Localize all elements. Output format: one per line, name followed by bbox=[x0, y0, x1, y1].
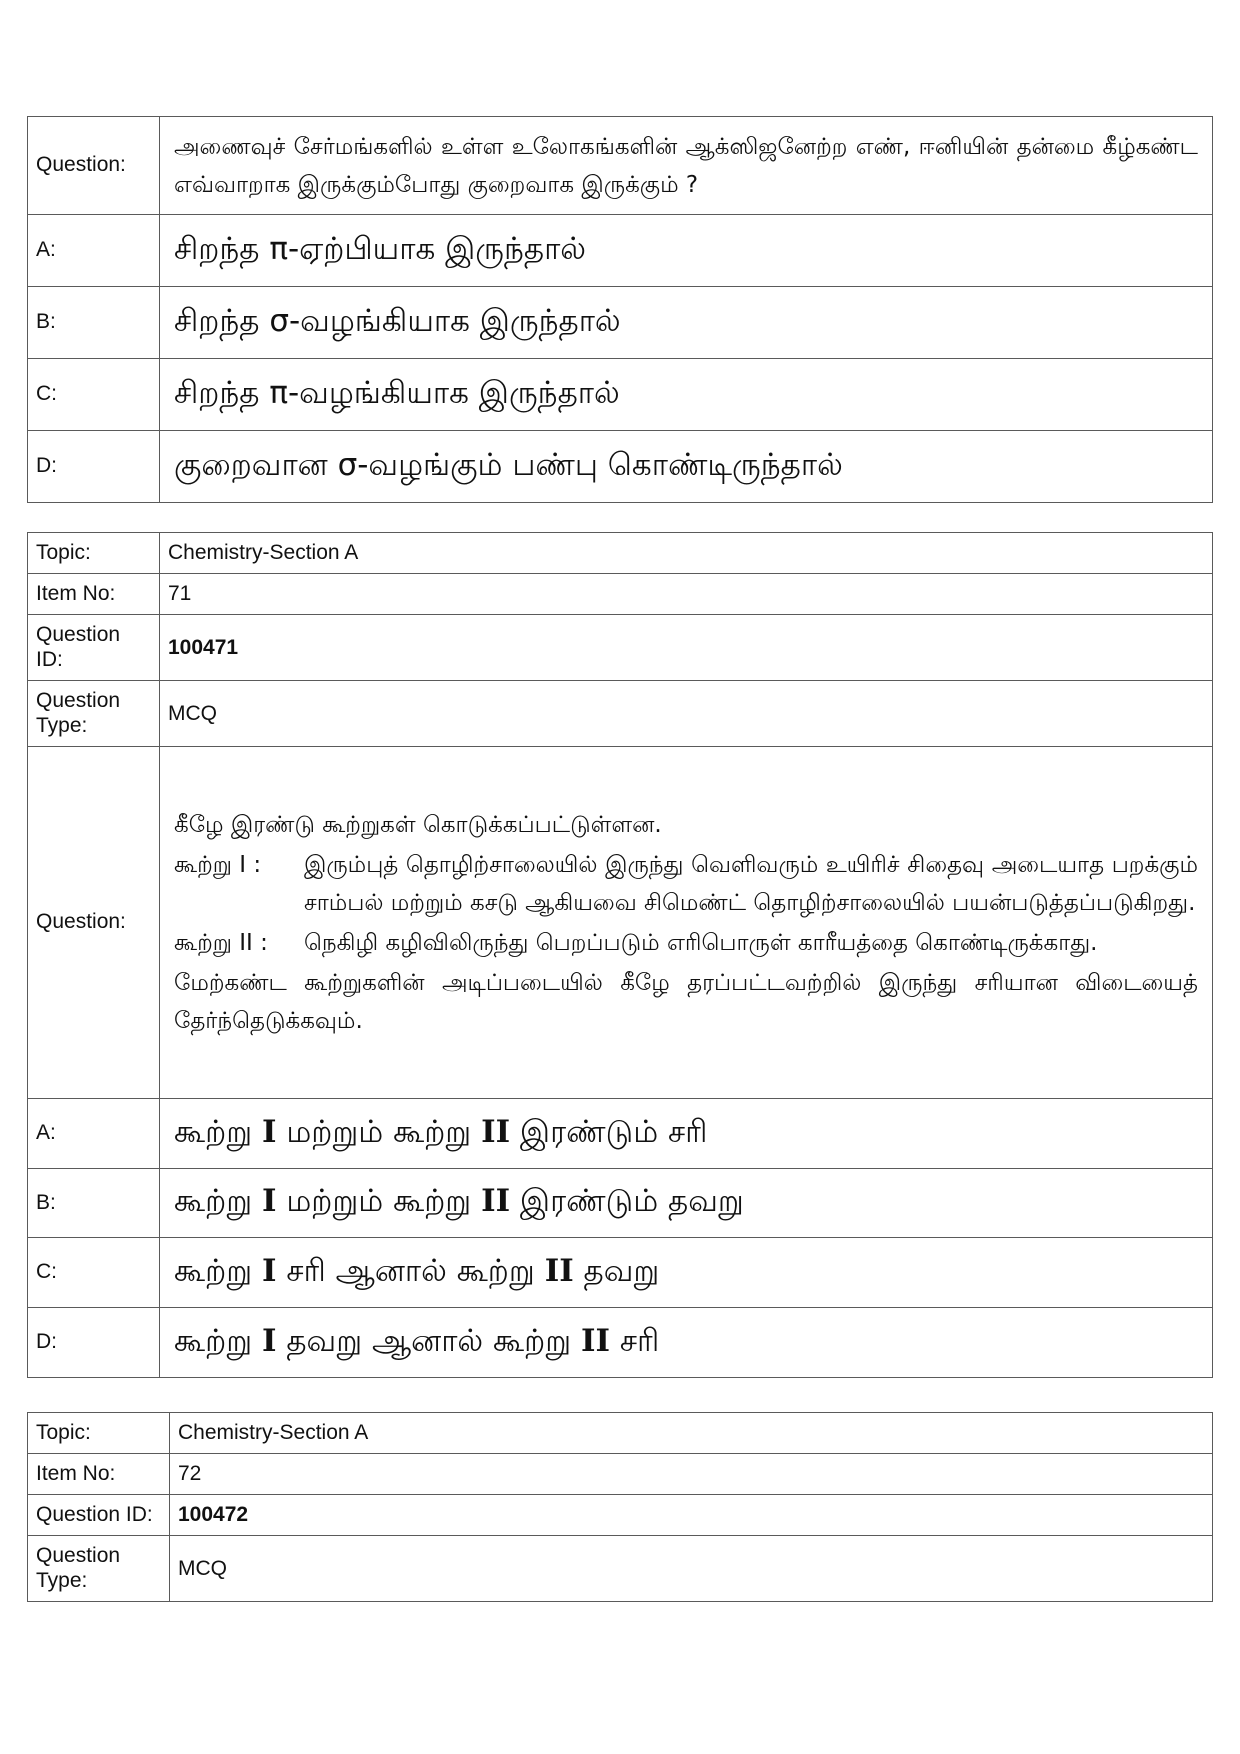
option-text: சிறந்த π-வழங்கியாக இருந்தால் bbox=[160, 359, 1213, 431]
item-no-label: Item No: bbox=[28, 1454, 170, 1495]
option-text-part: சரி ஆனால் கூற்று bbox=[276, 1252, 545, 1289]
option-row-b bbox=[28, 1169, 1213, 1238]
item-no-value: 71 bbox=[160, 574, 1213, 615]
question-outro: மேற்கண்ட கூற்றுகளின் அடிப்படையில் கீழே தரப்பட்டவற்றில் இருந்து சரியான விடையைத் தேர்ந்தெடுக்கவும். bbox=[174, 969, 1198, 1034]
question-type-row bbox=[28, 681, 1213, 747]
question-body bbox=[160, 747, 1213, 1099]
statement-numeral: II bbox=[481, 1113, 511, 1150]
option-text-part: சரி bbox=[610, 1322, 660, 1359]
option-label: B: bbox=[28, 1169, 160, 1238]
statement-2-text: நெகிழி கழிவிலிருந்து பெறப்படும் எரிபொருள் காரீயத்தை கொண்டிருக்காது. bbox=[304, 929, 1098, 956]
option-label: A: bbox=[28, 1099, 160, 1169]
question-id-label: Question ID: bbox=[28, 615, 160, 681]
question-label: Question: bbox=[28, 117, 160, 215]
option-text bbox=[160, 1308, 1213, 1378]
item-no-value: 72 bbox=[170, 1454, 1213, 1495]
statement-2 bbox=[174, 924, 1198, 962]
question-id-row bbox=[28, 1495, 1213, 1536]
question-block-70 bbox=[27, 116, 1213, 503]
question-row bbox=[28, 747, 1213, 1099]
statement-numeral: I bbox=[261, 1113, 277, 1150]
option-label: C: bbox=[28, 359, 160, 431]
question-type-row bbox=[28, 1536, 1213, 1602]
option-text-part: தவறு bbox=[573, 1252, 660, 1289]
option-text-part: கூற்று bbox=[174, 1183, 262, 1219]
statement-numeral: II bbox=[580, 1322, 610, 1359]
option-text: சிறந்த σ-வழங்கியாக இருந்தால் bbox=[160, 287, 1213, 359]
statement-numeral: I bbox=[261, 1252, 277, 1289]
option-text: சிறந்த π-ஏற்பியாக இருந்தால் bbox=[160, 215, 1213, 287]
option-label: A: bbox=[28, 215, 160, 287]
item-no-row bbox=[28, 574, 1213, 615]
question-id-label: Question ID: bbox=[28, 1495, 170, 1536]
question-type-label: Question Type: bbox=[28, 681, 160, 747]
option-row-a bbox=[28, 215, 1213, 287]
statement-numeral: I bbox=[261, 1183, 277, 1219]
topic-value: Chemistry-Section A bbox=[160, 533, 1213, 574]
question-block-71 bbox=[27, 532, 1213, 1378]
question-type-value: MCQ bbox=[170, 1536, 1213, 1602]
option-text bbox=[160, 1238, 1213, 1308]
statement-numeral: I bbox=[261, 1322, 277, 1359]
question-intro: கீழே இரண்டு கூற்றுகள் கொடுக்கப்பட்டுள்ளன. bbox=[174, 811, 662, 838]
statement-1-label: கூற்று I : bbox=[174, 851, 262, 878]
option-row-b bbox=[28, 287, 1213, 359]
question-type-value: MCQ bbox=[160, 681, 1213, 747]
topic-label: Topic: bbox=[28, 1413, 170, 1454]
option-row-d bbox=[28, 431, 1213, 503]
question-id-value: 100471 bbox=[160, 615, 1213, 681]
question-row bbox=[28, 117, 1213, 215]
item-no-row bbox=[28, 1454, 1213, 1495]
statement-numeral: II bbox=[481, 1183, 511, 1219]
question-type-label: Question Type: bbox=[28, 1536, 170, 1602]
item-no-label: Item No: bbox=[28, 574, 160, 615]
option-label: B: bbox=[28, 287, 160, 359]
option-text-part: மற்றும் கூற்று bbox=[276, 1113, 482, 1150]
option-text-part: கூற்று bbox=[174, 1322, 262, 1359]
option-row-d bbox=[28, 1308, 1213, 1378]
question-label: Question: bbox=[28, 747, 160, 1099]
statement-2-label: கூற்று II : bbox=[174, 929, 268, 956]
option-text-part: கூற்று bbox=[174, 1113, 262, 1150]
topic-row bbox=[28, 1413, 1213, 1454]
option-row-a bbox=[28, 1099, 1213, 1169]
statement-1 bbox=[174, 846, 1198, 922]
statement-1-text: இரும்புத் தொழிற்சாலையில் இருந்து வெளிவரும் உயிரிச் சிதைவு அடையாத பறக்கும் சாம்பல் மற்றும் கசடு ஆகியவை சிமெண்ட் தொழிற்சாலையில் பயன்படுத்தப்படுகிறது. bbox=[304, 851, 1198, 916]
option-text-part: மற்றும் கூற்று bbox=[276, 1183, 482, 1219]
question-text: அணைவுச் சேர்மங்களில் உள்ள உலோகங்களின் ஆக்ஸிஜனேற்ற எண், ஈனியின் தன்மை கீழ்கண்ட எவ்வாறாக இருக்கும்போது குறைவாக இருக்கும் ? bbox=[160, 117, 1213, 215]
statement-numeral: II bbox=[544, 1252, 574, 1289]
option-text bbox=[160, 1099, 1213, 1169]
option-label: C: bbox=[28, 1238, 160, 1308]
question-block-72 bbox=[27, 1412, 1213, 1602]
option-text: குறைவான σ-வழங்கும் பண்பு கொண்டிருந்தால் bbox=[160, 431, 1213, 503]
option-label: D: bbox=[28, 431, 160, 503]
option-row-c bbox=[28, 359, 1213, 431]
option-text bbox=[160, 1169, 1213, 1238]
question-id-row bbox=[28, 615, 1213, 681]
topic-label: Topic: bbox=[28, 533, 160, 574]
topic-value: Chemistry-Section A bbox=[170, 1413, 1213, 1454]
topic-row bbox=[28, 533, 1213, 574]
option-text-part: தவறு ஆனால் கூற்று bbox=[276, 1322, 581, 1359]
option-label: D: bbox=[28, 1308, 160, 1378]
option-row-c bbox=[28, 1238, 1213, 1308]
option-text-part: இரண்டும் சரி bbox=[510, 1113, 708, 1150]
question-id-value: 100472 bbox=[170, 1495, 1213, 1536]
option-text-part: இரண்டும் தவறு bbox=[510, 1183, 744, 1219]
option-text-part: கூற்று bbox=[174, 1252, 262, 1289]
